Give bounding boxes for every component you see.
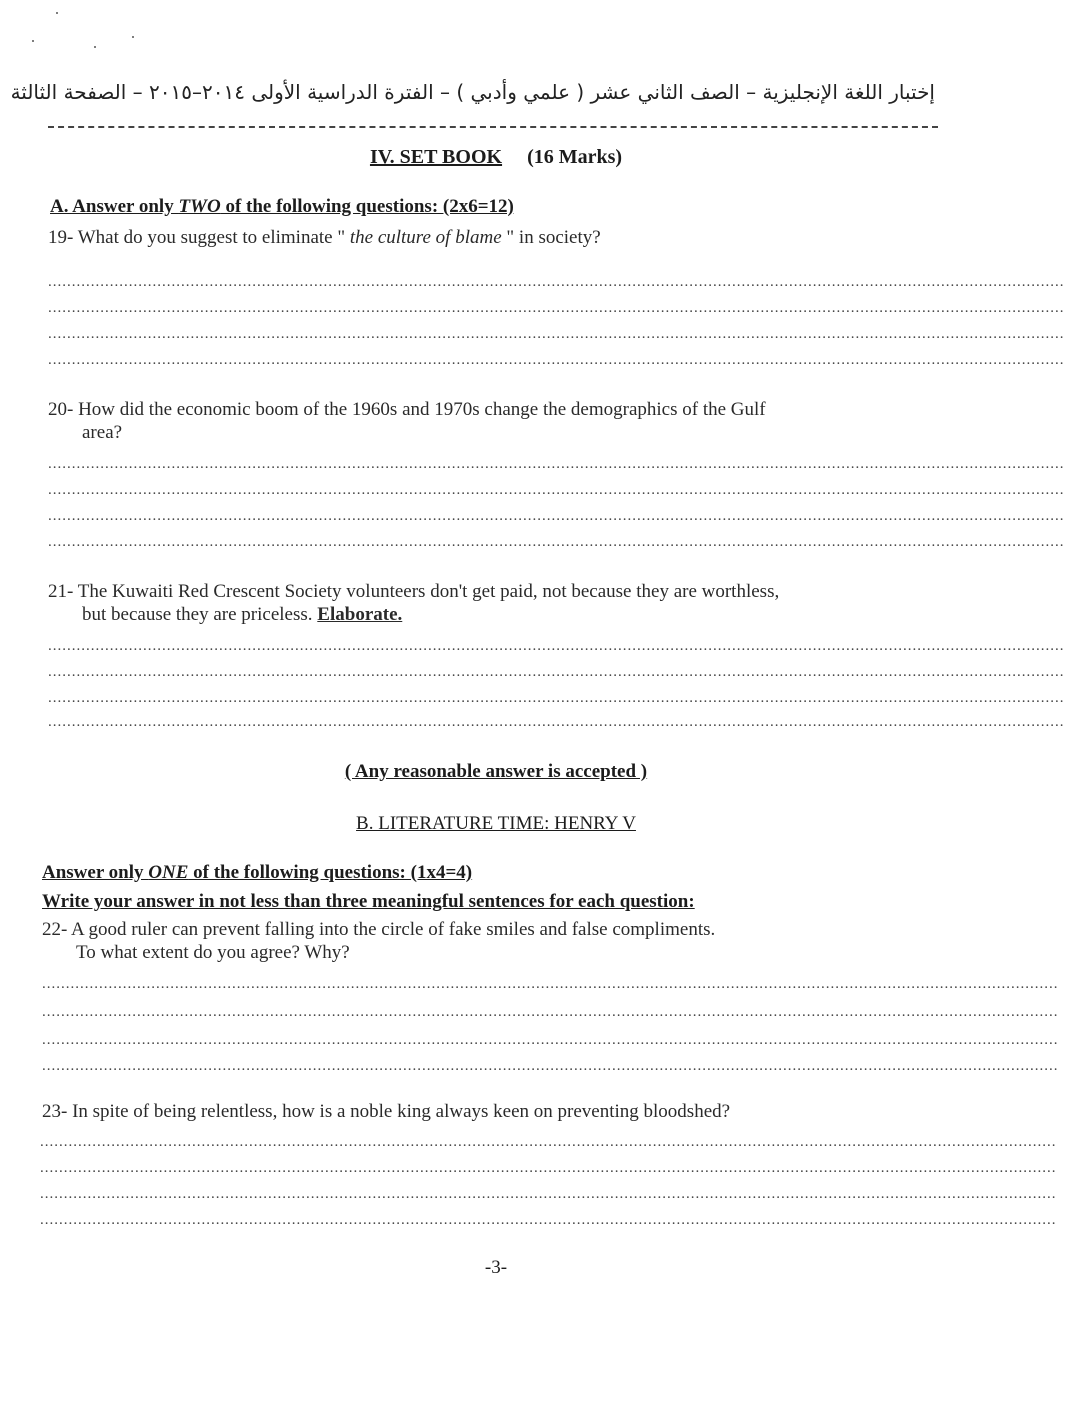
question-number: 23- bbox=[42, 1101, 68, 1122]
question-text-continued: area? bbox=[82, 422, 123, 443]
part-a-instruction-emph: TWO bbox=[178, 196, 221, 217]
part-a-instruction bbox=[50, 196, 514, 218]
question-text: What do you suggest to eliminate " bbox=[73, 227, 350, 248]
scan-speck bbox=[94, 46, 96, 48]
scan-speck bbox=[132, 36, 134, 38]
answer-line[interactable]: ...................................................................................................................................................................................................................... bbox=[48, 482, 1065, 498]
answer-line[interactable]: ...................................................................................................................................................................................................................... bbox=[48, 534, 1065, 550]
answer-line[interactable]: ...................................................................................................................................................................................................................... bbox=[48, 300, 1065, 316]
question-emphasis: Elaborate. bbox=[317, 604, 403, 625]
part-b-title: B. LITERATURE TIME: HENRY V bbox=[356, 813, 636, 834]
part-b-instruction-1 bbox=[42, 862, 472, 884]
header-divider bbox=[48, 126, 938, 128]
part-a-instruction-prefix: A. Answer only bbox=[50, 196, 179, 217]
answer-line[interactable]: ...................................................................................................................................................................................................................... bbox=[48, 326, 1065, 342]
part-b-instruction-suffix: of the following questions: (1x4=4) bbox=[188, 862, 473, 883]
answer-line[interactable]: ...................................................................................................................................................................................................................... bbox=[48, 690, 1065, 706]
question-text-continued: To what extent do you agree? Why? bbox=[76, 942, 350, 963]
answer-line[interactable]: ...................................................................................................................................................................................................................... bbox=[40, 1134, 1057, 1150]
question-text: In spite of being relentless, how is a noble king always keen on preventing bloodshed? bbox=[67, 1101, 731, 1122]
question-text-continued bbox=[48, 603, 918, 626]
question-text: How did the economic boom of the 1960s and 1970s change the demographics of the Gulf bbox=[73, 399, 766, 420]
question-23 bbox=[42, 1100, 912, 1123]
answer-line[interactable]: ...................................................................................................................................................................................................................... bbox=[42, 1032, 1059, 1048]
answer-line[interactable]: ...................................................................................................................................................................................................................... bbox=[40, 1212, 1057, 1228]
question-text: The Kuwaiti Red Crescent Society volunteers don't get paid, not because they are worthless, bbox=[73, 581, 780, 602]
part-b-instruction-prefix: Answer only bbox=[42, 862, 149, 883]
answer-line[interactable]: ...................................................................................................................................................................................................................... bbox=[42, 1004, 1059, 1020]
question-22 bbox=[42, 918, 912, 964]
answer-line[interactable]: ...................................................................................................................................................................................................................... bbox=[48, 456, 1065, 472]
exam-header: إختبار اللغة الإنجليزية – الصف الثاني عشر ( علمي وأدبي ) – الفترة الدراسية الأولى ٢٠١٤–٢٠١٥ – الصفحة الثالثة bbox=[10, 80, 935, 104]
answer-line[interactable]: ...................................................................................................................................................................................................................... bbox=[48, 508, 1065, 524]
question-text: but because they are priceless. bbox=[82, 604, 318, 625]
question-20 bbox=[48, 398, 918, 444]
page-number: -3- bbox=[484, 1257, 508, 1278]
question-text: A good ruler can prevent falling into the circle of fake smiles and false compliments. bbox=[67, 919, 716, 940]
question-number: 20- bbox=[48, 399, 74, 420]
question-text: " in society? bbox=[501, 227, 601, 248]
scan-speck bbox=[32, 40, 34, 42]
part-b-instruction-emph: ONE bbox=[148, 862, 189, 883]
answer-line[interactable]: ...................................................................................................................................................................................................................... bbox=[48, 352, 1065, 368]
answer-line[interactable]: ...................................................................................................................................................................................................................... bbox=[48, 664, 1065, 680]
question-number: 22- bbox=[42, 919, 68, 940]
part-a-instruction-suffix: of the following questions: (2x6=12) bbox=[220, 196, 514, 217]
question-emphasis: the culture of blame bbox=[349, 227, 502, 248]
part-b-instruction-2: Write your answer in not less than three meaningful sentences for each question: bbox=[42, 891, 695, 912]
marking-note: ( Any reasonable answer is accepted ) bbox=[344, 761, 648, 782]
answer-line[interactable]: ...................................................................................................................................................................................................................... bbox=[48, 274, 1065, 290]
answer-line[interactable]: ...................................................................................................................................................................................................................... bbox=[48, 714, 1065, 730]
scan-speck bbox=[56, 12, 58, 14]
question-21 bbox=[48, 580, 918, 626]
section-title-label: IV. SET BOOK bbox=[369, 146, 503, 168]
answer-line[interactable]: ...................................................................................................................................................................................................................... bbox=[40, 1186, 1057, 1202]
section-marks: (16 Marks) bbox=[527, 146, 623, 168]
answer-line[interactable]: ...................................................................................................................................................................................................................... bbox=[42, 1058, 1059, 1074]
answer-line[interactable]: ...................................................................................................................................................................................................................... bbox=[42, 976, 1059, 992]
section-title bbox=[0, 146, 992, 169]
question-number: 21- bbox=[48, 581, 74, 602]
answer-line[interactable]: ...................................................................................................................................................................................................................... bbox=[40, 1160, 1057, 1176]
question-number: 19- bbox=[48, 227, 74, 248]
question-19 bbox=[48, 226, 918, 249]
answer-line[interactable]: ...................................................................................................................................................................................................................... bbox=[48, 638, 1065, 654]
